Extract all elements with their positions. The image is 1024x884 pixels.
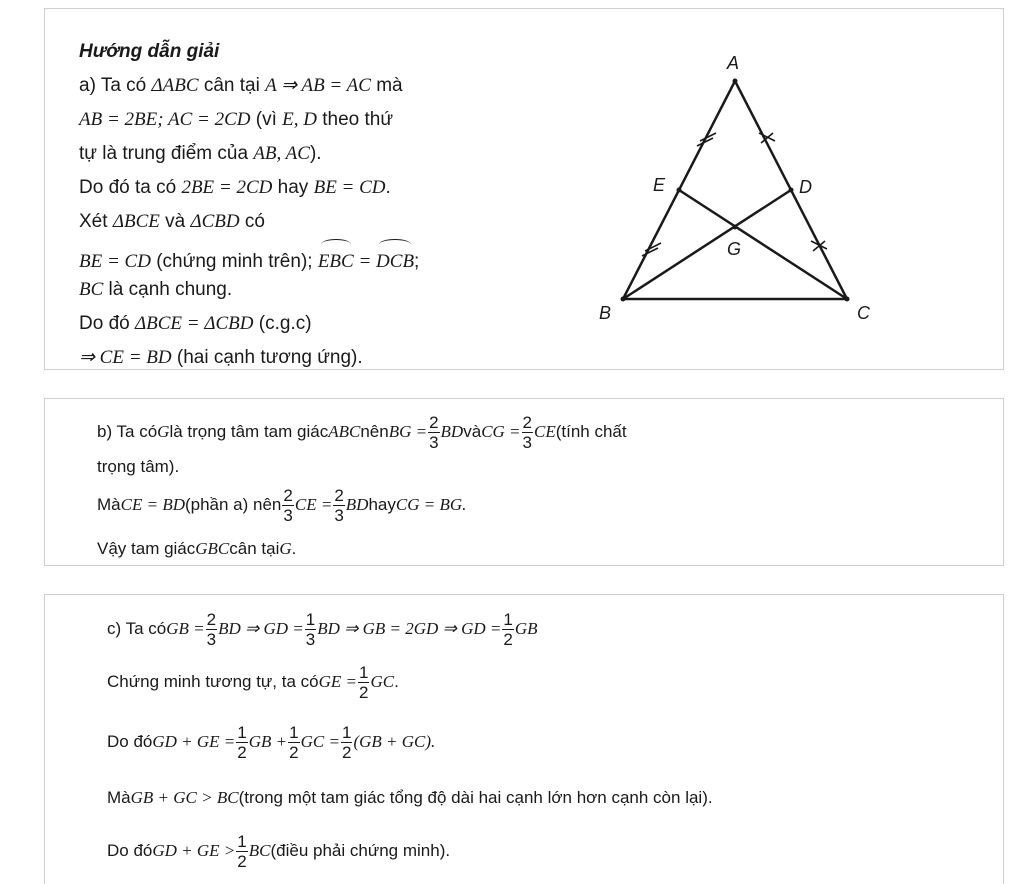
part-a-line-7 (79, 273, 549, 307)
math: GB (514, 619, 538, 638)
fraction: $\frac{1}{2}$ (289, 722, 299, 762)
text: Do đó (107, 732, 153, 751)
fraction: $\frac{1}{2}$ (341, 722, 352, 762)
math: BC (79, 279, 104, 300)
math: = (353, 251, 377, 272)
label-e: E (653, 175, 666, 195)
text: . (394, 672, 399, 691)
text: là trọng tâm tam giác (169, 422, 329, 441)
math: A ⇒ AB = AC (265, 75, 371, 96)
math: CG = (481, 422, 521, 441)
math: GD + GE = (152, 732, 236, 751)
fraction: $\frac{1}{2}$ (359, 662, 369, 702)
part-a-line-3 (79, 137, 549, 171)
math: G (279, 539, 292, 558)
fraction: $\frac{1}{2}$ (503, 609, 513, 649)
math: GD + GE > (152, 841, 236, 860)
math: CE (534, 422, 556, 441)
fraction: $\frac{1}{2}$ (237, 831, 247, 871)
text: (tính chất (555, 422, 627, 441)
math: AB, AC (253, 143, 310, 164)
math: ΔABC (151, 75, 199, 96)
fraction: $\frac{2}{3}$ (283, 485, 293, 525)
solution-part-a (44, 8, 1004, 370)
text: tự là trung điểm của (79, 143, 254, 164)
math: 2BE = 2CD (181, 177, 273, 198)
text: Do đó (107, 841, 153, 860)
part-a-line-1 (79, 69, 549, 103)
text: c) Ta có (107, 619, 167, 638)
part-c-line-3 (107, 711, 713, 773)
fraction: $\frac{2}{3}$ (522, 412, 532, 452)
label-d: D (799, 177, 812, 197)
math: (GB + GC). (353, 732, 436, 751)
text: Mà (107, 788, 131, 807)
angle-dcb: DCB (376, 239, 414, 279)
text: theo thứ (316, 109, 394, 130)
math: CE = BD (120, 495, 185, 514)
math: BE = CD (313, 177, 386, 198)
text: Chứng minh tương tự, ta có (107, 672, 319, 691)
part-b-text (97, 409, 627, 567)
math: GE = (318, 672, 357, 691)
math: G (157, 422, 170, 441)
math: AB = 2BE; AC = 2CD (79, 109, 251, 130)
part-b-line-1 (97, 409, 627, 455)
label-a: A (727, 53, 740, 73)
math: BC (248, 841, 271, 860)
math: ⇒ CE = BD (79, 347, 172, 368)
text: . (385, 177, 391, 198)
text: có (239, 211, 265, 232)
text: (trong một tam giác tổng độ dài hai cạnh lớn hơn cạnh còn lại). (238, 788, 713, 807)
math: GB + GC > BC (130, 788, 239, 807)
text: nên (360, 422, 389, 441)
text: Do đó (79, 313, 135, 334)
text: (c.g.c) (253, 313, 312, 334)
fraction: $\frac{2}{3}$ (206, 609, 217, 649)
math: CG = BG. (395, 495, 467, 514)
solution-heading: Hướng dẫn giải (79, 41, 220, 62)
part-a-line-9 (79, 341, 549, 375)
fraction: $\frac{2}{3}$ (429, 412, 439, 452)
math: GC = (300, 732, 340, 751)
text: (điều phải chứng minh). (270, 841, 451, 860)
part-a-line-2 (79, 103, 549, 137)
math: BD ⇒ GB = 2GD ⇒ GD = (317, 619, 502, 638)
text: mà (370, 75, 403, 96)
text: (chứng minh trên); (150, 251, 318, 272)
label-g: G (727, 239, 742, 259)
math: ABC (328, 422, 361, 441)
part-b-line-4 (97, 531, 627, 567)
solution-part-b (44, 398, 1004, 566)
part-c-line-2 (107, 653, 713, 711)
median-bd (623, 190, 791, 299)
math: E, D (282, 109, 317, 130)
math: ΔBCE (112, 211, 160, 232)
part-c-line-4 (107, 773, 713, 823)
text: (hai cạnh tương ứng). (171, 347, 363, 368)
triangle-figure (581, 49, 901, 349)
text: cân tại (229, 539, 280, 558)
text: b) Ta có (97, 422, 158, 441)
text: Mà (97, 495, 121, 514)
math: BD (345, 495, 369, 514)
label-c: C (857, 303, 870, 323)
text: là cạnh chung. (103, 279, 233, 300)
math: GC (370, 672, 395, 691)
math: BE = CD (79, 251, 151, 272)
angle-ebc: EBC (318, 239, 354, 279)
part-c-line-5 (107, 823, 713, 879)
part-a-line-5 (79, 205, 549, 239)
part-b-line-2: trọng tâm). (97, 457, 180, 476)
text: hay (368, 495, 396, 514)
text: và (463, 422, 482, 441)
fraction: $\frac{1}{2}$ (237, 722, 247, 762)
text: Vậy tam giác (97, 539, 196, 558)
math: BD (440, 422, 464, 441)
text: hay (272, 177, 314, 198)
part-a-line-8 (79, 307, 549, 341)
math: BG = (388, 422, 428, 441)
math: GB = (166, 619, 205, 638)
text: ; (414, 251, 420, 272)
text: Do đó ta có (79, 177, 182, 198)
text: ). (309, 143, 322, 164)
solution-part-c (44, 594, 1004, 884)
fraction: $\frac{2}{3}$ (334, 485, 344, 525)
math: ΔBCE = ΔCBD (134, 313, 254, 334)
text: Xét (79, 211, 113, 232)
part-c-line-1 (107, 605, 713, 653)
math: GBC (195, 539, 230, 558)
label-b: B (599, 303, 612, 323)
part-c-text (107, 605, 713, 879)
part-a-line-4 (79, 171, 549, 205)
text: . (291, 539, 297, 558)
text: a) Ta có (79, 75, 152, 96)
text: (vì (250, 109, 283, 130)
text: (phần a) nên (184, 495, 282, 514)
part-a-text (79, 35, 549, 375)
part-a-line-6 (79, 239, 549, 273)
text: cân tại (198, 75, 266, 96)
math: GB + (248, 732, 288, 751)
math: BD ⇒ GD = (218, 619, 304, 638)
math: ΔCBD (190, 211, 240, 232)
math: CE = (294, 495, 333, 514)
fraction: $\frac{1}{3}$ (305, 609, 316, 649)
part-b-line-3 (97, 479, 627, 531)
text: và (159, 211, 191, 232)
